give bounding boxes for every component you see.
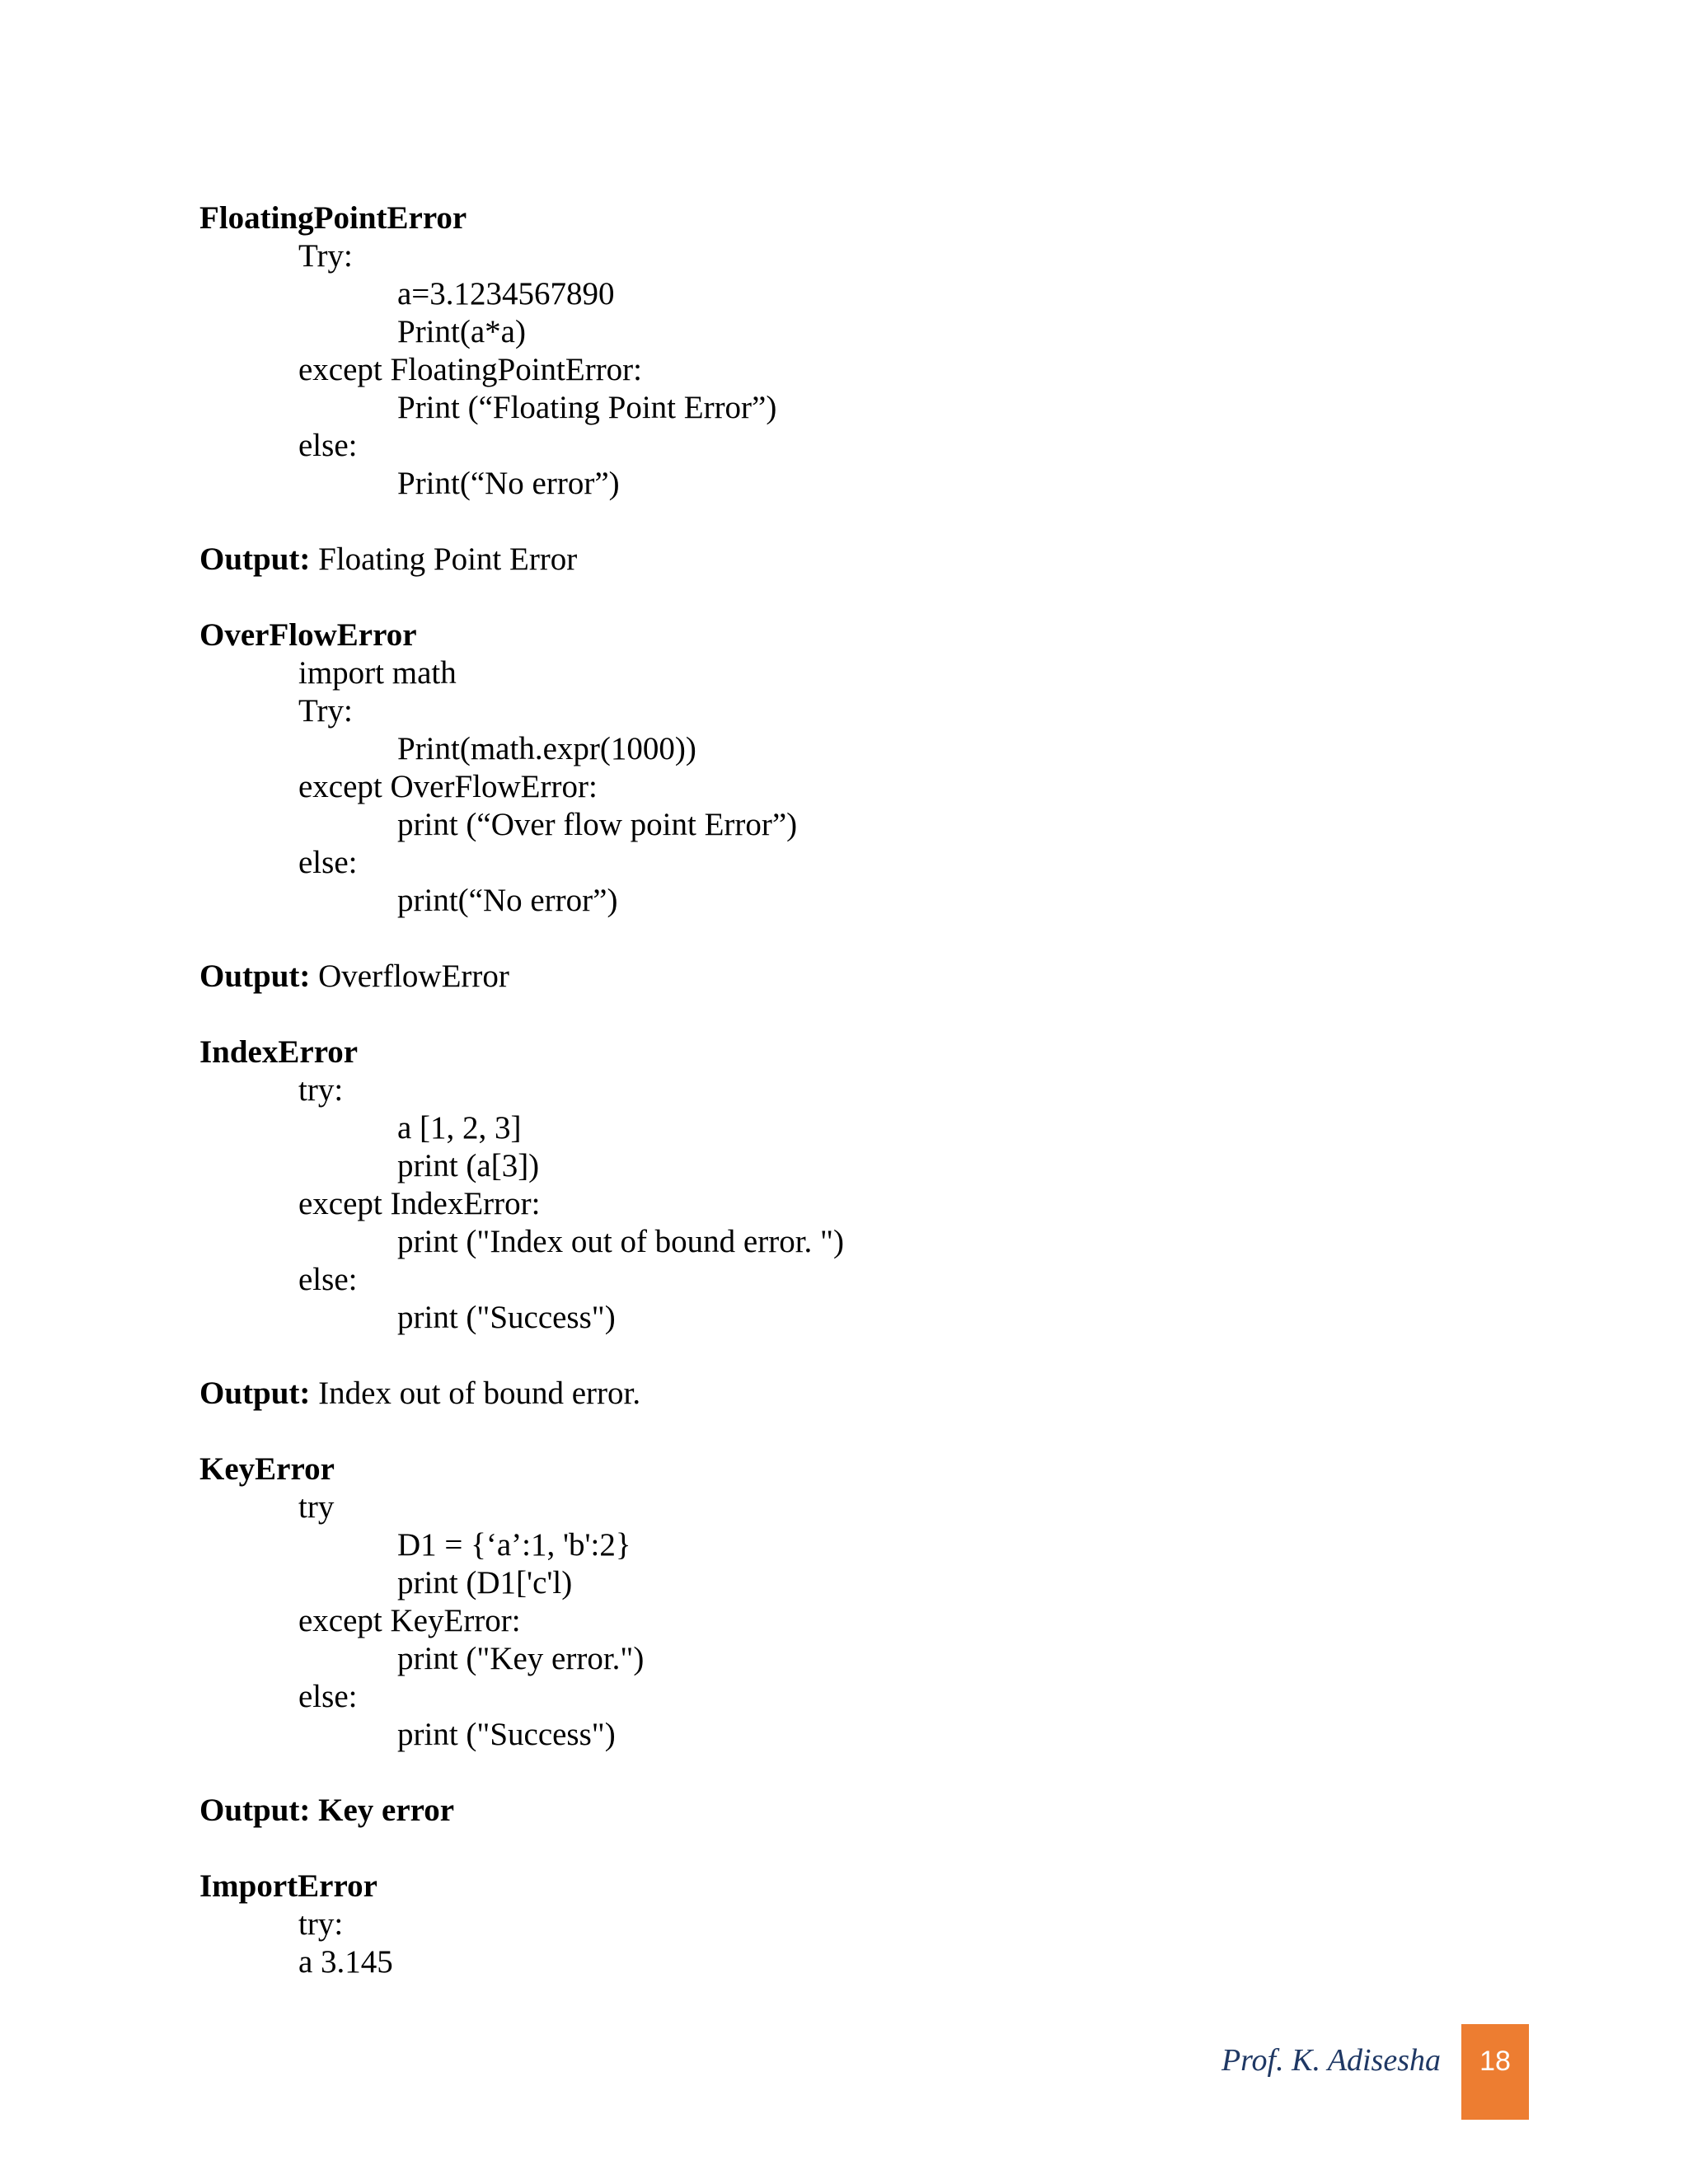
output-label: Output:: [199, 541, 311, 577]
code-line: else:: [298, 428, 358, 463]
code-line: try:: [298, 1906, 344, 1942]
section-heading-keyerror: KeyError: [199, 1451, 335, 1487]
section-heading-floatingpointerror: FloatingPointError: [199, 200, 467, 236]
code-line: except OverFlowError:: [298, 769, 598, 804]
output-line: [199, 541, 1518, 579]
section-heading-overflowerror: OverFlowError: [199, 617, 417, 653]
code-line: else:: [298, 1262, 358, 1297]
code-line: print ("Success"): [397, 1717, 616, 1752]
spacer: [199, 1830, 1518, 1868]
code-line: print(“No error”): [397, 883, 618, 918]
output-label: Output:: [199, 1376, 311, 1411]
code-line: a [1, 2, 3]: [397, 1110, 522, 1146]
code-line: D1 = {‘a’:1, 'b':2}: [397, 1527, 631, 1563]
code-line: print ("Success"): [397, 1300, 616, 1335]
page-number: 18: [1479, 2046, 1511, 2077]
code-line: Try:: [298, 238, 353, 274]
code-line: a=3.1234567890: [397, 276, 615, 312]
code-line: try:: [298, 1072, 344, 1108]
code-line: print (a[3]): [397, 1148, 540, 1183]
code-line: print (D1['c'l): [397, 1565, 573, 1601]
code-line: Try:: [298, 693, 353, 729]
footer-author: Prof. K. Adisesha: [1221, 2043, 1441, 2078]
output-value: Floating Point Error: [310, 541, 578, 577]
code-line: print ("Key error."): [397, 1641, 645, 1676]
spacer: [199, 996, 1518, 1033]
output-value: Index out of bound error.: [310, 1376, 641, 1411]
spacer: [199, 579, 1518, 616]
code-line: except FloatingPointError:: [298, 352, 643, 387]
output-label: Output:: [199, 958, 311, 994]
code-line: Print(math.expr(1000)): [397, 731, 696, 766]
code-line: print (“Over flow point Error”): [397, 807, 798, 842]
section-heading-indexerror: IndexError: [199, 1034, 359, 1070]
code-line: Print(“No error”): [397, 466, 620, 501]
code-line: else:: [298, 1679, 358, 1714]
code-line: try: [298, 1489, 335, 1525]
code-line: print ("Index out of bound error. "): [397, 1224, 844, 1259]
spacer: [199, 503, 1518, 541]
spacer: [199, 1754, 1518, 1792]
output-line: [199, 1375, 1518, 1413]
code-line: Print(a*a): [397, 314, 526, 349]
page-number-badge: [1461, 2024, 1529, 2120]
output-line: Output: Key error: [199, 1793, 455, 1828]
output-value: OverflowError: [310, 958, 509, 994]
page-content: [199, 199, 1518, 1981]
code-line: except IndexError:: [298, 1186, 541, 1221]
output-line: [199, 958, 1518, 996]
spacer: [199, 1413, 1518, 1451]
code-line: except KeyError:: [298, 1603, 521, 1638]
spacer: [199, 920, 1518, 958]
spacer: [199, 1337, 1518, 1375]
code-line: else:: [298, 845, 358, 880]
code-line: import math: [298, 655, 457, 691]
section-heading-importerror: ImportError: [199, 1868, 377, 1904]
code-line: a 3.145: [298, 1944, 393, 1980]
code-line: Print (“Floating Point Error”): [397, 390, 777, 425]
